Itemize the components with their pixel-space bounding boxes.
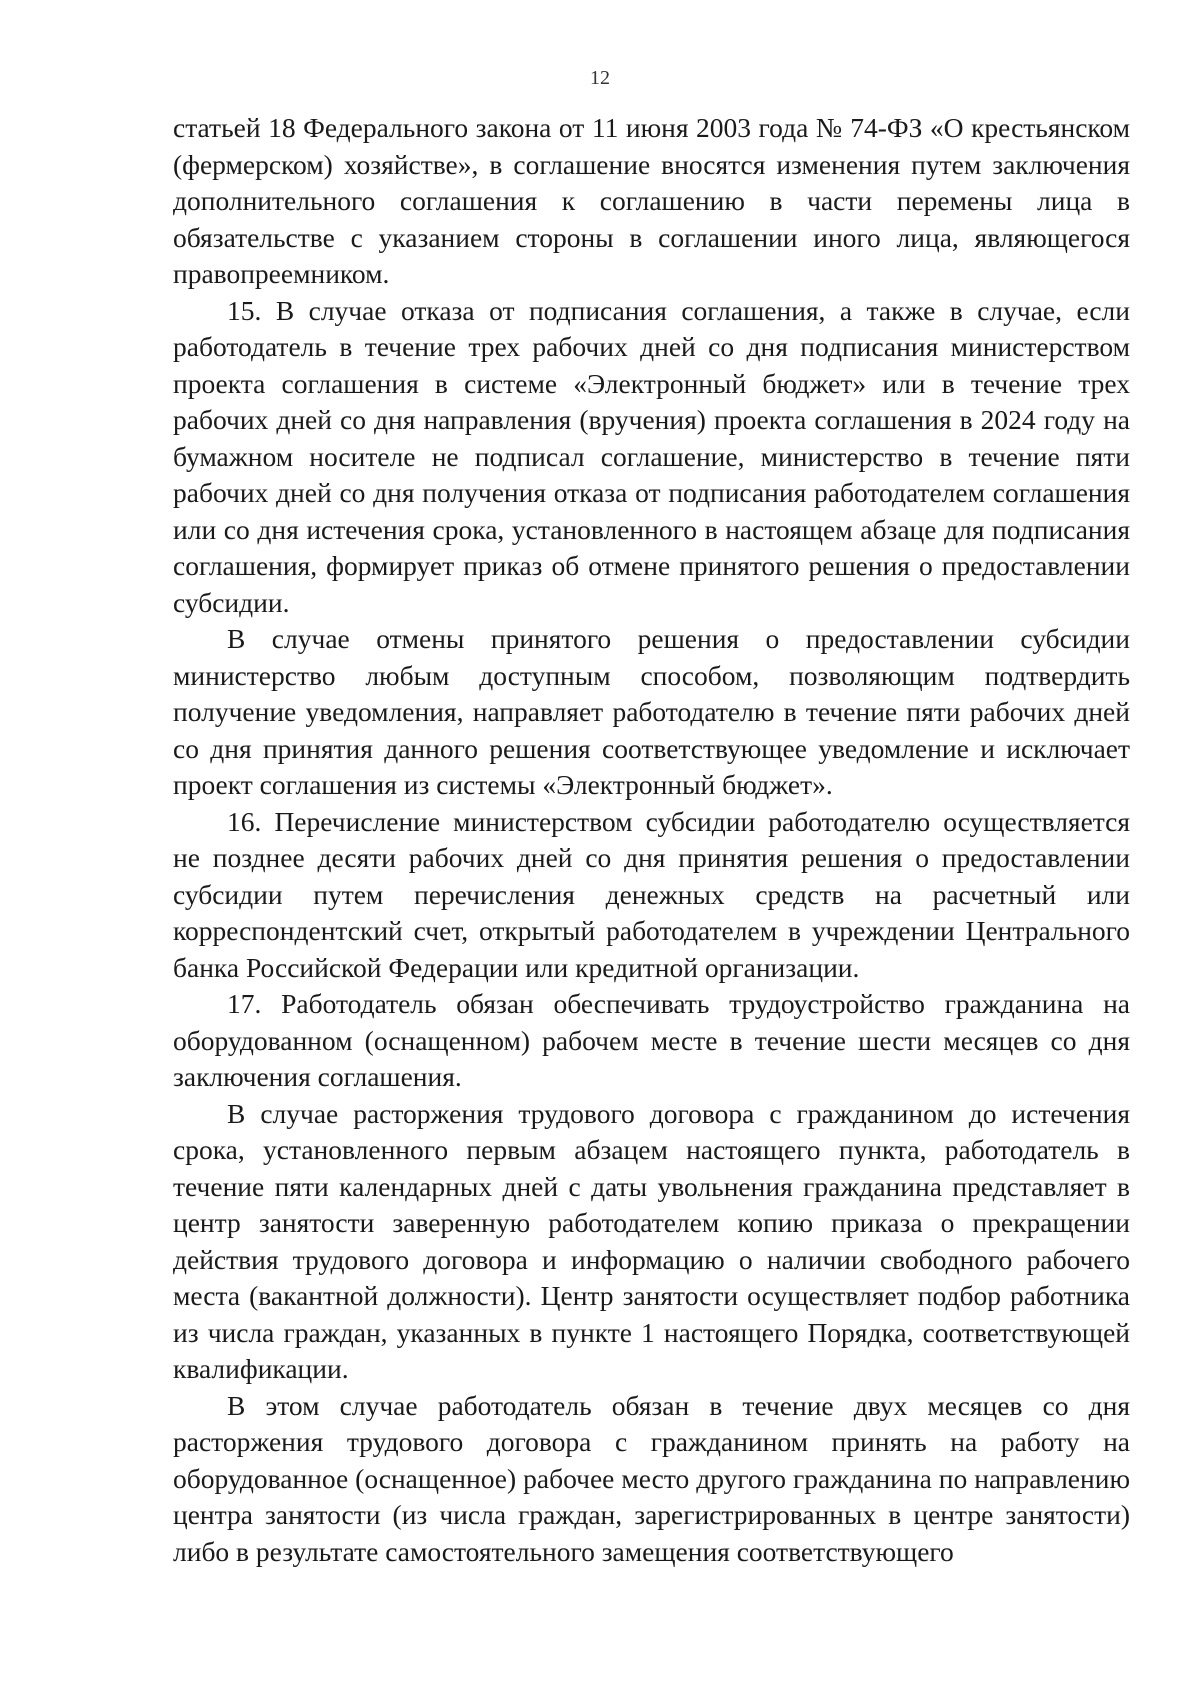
paragraph-continuation: статьей 18 Федерального закона от 11 июня 2003 года № 74-ФЗ «О крестьянском (фермерском) хозяйстве», в соглашение вносятся изменения путем заключения дополнительного соглашения к соглашению в части перемены лица в обязательстве с указанием стороны в соглашении иного лица, являющегося правопреемником. bbox=[173, 112, 1130, 289]
paragraph-clause-15: 15. В случае отказа от подписания соглашения, а также в случае, если работодатель в течение трех рабочих дней со дня подписания министерством проекта соглашения в системе «Электронный бюджет» или в течение трех рабочих дней со дня направления (вручения) проекта соглашения в 2024 году на бумажном носителе не подписал соглашение, министерство в течение пяти рабочих дней со дня получения отказа от подписания работодателем соглашения или со дня истечения срока, установленного в настоящем абзаце для подписания соглашения, формирует приказ об отмене принятого решения о предоставлении субсидии. bbox=[173, 294, 1130, 618]
paragraph-clause-16: 16. Перечисление министерством субсидии работодателю осуществляется не позднее десяти рабочих дней со дня принятия решения о предоставлении субсидии путем перечисления денежных средств на расчетный или корреспондентский счет, открытый работодателем в учреждении Центрального банка Российской Федерации или кредитной организации. bbox=[173, 805, 1130, 983]
paragraph-clause-17-replacement: В этом случае работодатель обязан в течение двух месяцев со дня расторжения трудового договора с гражданином принять на работу на оборудованное (оснащенное) рабочее место другого гражданина по направлению центра занятости (из числа граждан, зарегистрированных в центре занятости) либо в результате самостоятельного замещения соответствующего bbox=[173, 1389, 1130, 1567]
page-number: 12 bbox=[590, 67, 610, 89]
document-body bbox=[173, 110, 1130, 1570]
paragraph-clause-15-cancellation: В случае отмены принятого решения о предоставлении субсидии министерство любым доступным способом, позволяющим подтвердить получение уведомления, направляет работодателю в течение пяти рабочих дней со дня принятия данного решения соответствующее уведомление и исключает проект соглашения из системы «Электронный бюджет». bbox=[173, 623, 1130, 800]
paragraph-clause-17-termination: В случае расторжения трудового договора с гражданином до истечения срока, установленного первым абзацем настоящего пункта, работодатель в течение пяти календарных дней с даты увольнения гражданина представляет в центр занятости заверенную работодателем копию приказа о прекращении действия трудового договора и информацию о наличии свободного рабочего места (вакантной должности). Центр занятости осуществляет подбор работника из числа граждан, указанных в пункте 1 настоящего Порядка, соответствующей квалификации. bbox=[173, 1097, 1130, 1384]
paragraph-clause-17: 17. Работодатель обязан обеспечивать трудоустройство гражданина на оборудованном (оснащенном) рабочем месте в течение шести месяцев со дня заключения соглашения. bbox=[173, 988, 1130, 1092]
